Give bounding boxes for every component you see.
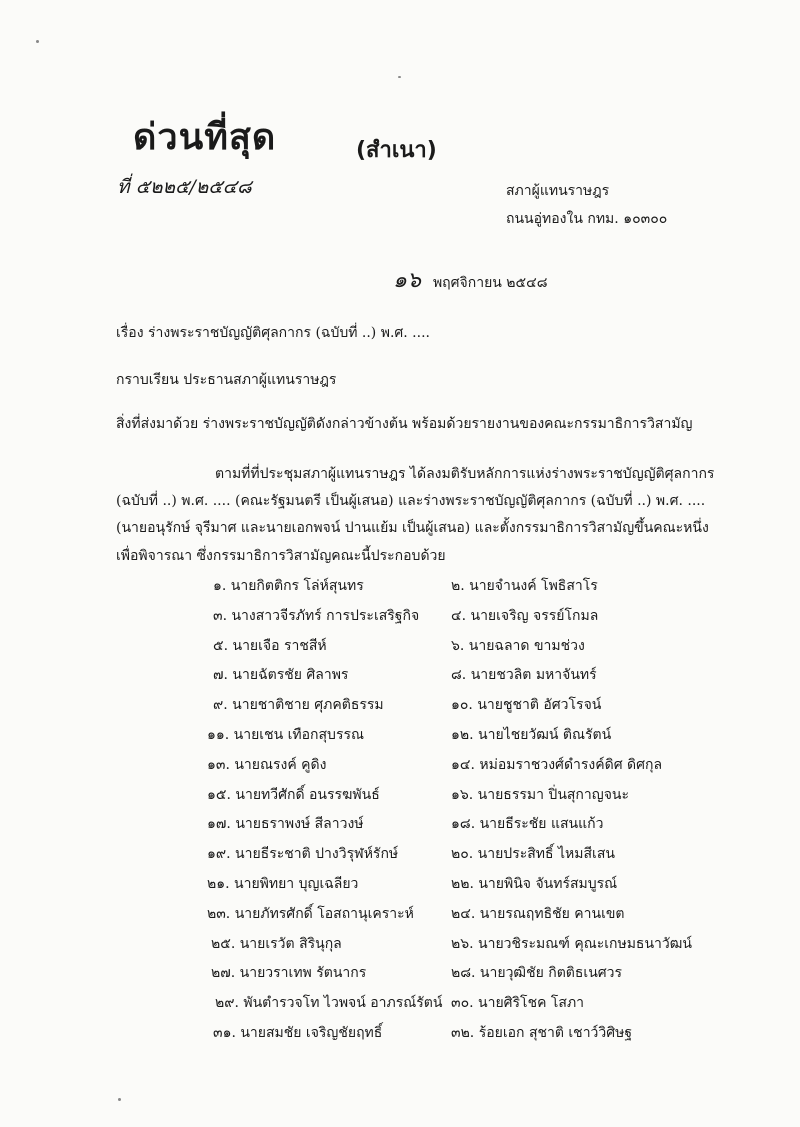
committee-member: ๑๕. นายทวีศักดิ์ อนรรฆพันธ์ <box>207 787 380 803</box>
committee-member: ๒๗. นายวราเทพ รัตนากร <box>211 965 367 981</box>
committee-member: ๒๒. นายพินิจ จันทร์สมบูรณ์ <box>451 876 618 892</box>
committee-member: ๑๔. หม่อมราชวงศ์ดำรงค์ดิศ ดิศกุล <box>451 757 663 773</box>
document-number: ที่ ๕๒๒๕/๒๕๔๘ <box>117 176 252 198</box>
sender-address: ถนนอู่ทองใน กทม. ๑๐๓๐๐ <box>506 211 668 227</box>
committee-member: ๒๔. นายรณฤทธิชัย คานเขต <box>451 906 625 922</box>
committee-member: ๑๓. นายณรงค์ คูดิง <box>207 757 327 773</box>
date-month-year: พฤศจิกายน ๒๕๔๘ <box>432 275 548 291</box>
salutation-line: กราบเรียน ประธานสภาผู้แทนราษฎร <box>116 372 337 388</box>
committee-member: ๑๗. นายธราพงษ์ สีลาวงษ์ <box>207 816 364 832</box>
committee-member: ๗. นายฉัตรชัย ศิลาพร <box>213 667 349 683</box>
committee-member: ๕. นายเจือ ราชสีห์ <box>213 638 327 654</box>
body-paragraph-line: เพื่อพิจารณา ซึ่งกรรมาธิการวิสามัญคณะนี้ประกอบด้วย <box>116 548 446 564</box>
committee-member: ๑๙. นายธีระชาติ ปางวิรุฬห์รักษ์ <box>207 846 399 862</box>
committee-member: ๑๐. นายชูชาติ อัศวโรจน์ <box>451 697 602 713</box>
committee-member: ๑๑. นายเชน เทือกสุบรรณ <box>207 727 364 743</box>
committee-member: ๒๐. นายประสิทธิ์ ไหมสีเสน <box>451 846 615 862</box>
committee-member: ๒๖. นายวชิระมณฑ์ คุณะเกษมธนาวัฒน์ <box>451 936 692 952</box>
body-paragraph-line: ตามที่ที่ประชุมสภาผู้แทนราษฎร ได้ลงมติรับหลักการแห่งร่างพระราชบัญญัติศุลกากร <box>215 466 715 482</box>
committee-member: ๓. นางสาวจีรภัทร์ การประเสริฐกิจ <box>213 608 420 624</box>
urgency-heading: ด่วนที่สุด <box>133 117 277 158</box>
committee-member: ๘. นายชวลิต มหาจันทร์ <box>451 667 597 683</box>
committee-member: ๓๒. ร้อยเอก สุชาติ เชาว์วิศิษฐ <box>451 1025 633 1041</box>
committee-member: ๒๘. นายวุฒิชัย กิตติธเนศวร <box>451 965 623 981</box>
document-date <box>393 262 548 297</box>
committee-member: ๙. นายชาติชาย ศุภคติธรรม <box>213 697 384 713</box>
committee-member: ๒๙. พันตำรวจโท ไวพจน์ อาภรณ์รัตน์ <box>215 995 443 1011</box>
committee-member: ๒. นายจำนงค์ โพธิสาโร <box>451 578 598 594</box>
committee-member: ๓๐. นายศิริโชค โสภา <box>451 995 585 1011</box>
committee-member: ๑. นายกิตติกร โล่ห์สุนทร <box>213 578 364 594</box>
committee-member: ๑๖. นายธรรมา ปิ่นสุกาญจนะ <box>451 787 629 803</box>
committee-member: ๑๘. นายธีระชัย แสนแก้ว <box>451 816 604 832</box>
committee-member: ๖. นายฉลาด ขามช่วง <box>451 638 585 654</box>
enclosure-line: สิ่งที่ส่งมาด้วย ร่างพระราชบัญญัติดังกล่าวข้างต้น พร้อมด้วยรายงานของคณะกรรมาธิการวิสามัญ <box>116 416 693 432</box>
committee-member: ๑๒. นายไชยวัฒน์ ติณรัตน์ <box>451 727 612 743</box>
subject-line: เรื่อง ร่างพระราชบัญญัติศุลกากร (ฉบับที่ ..) พ.ศ. .... <box>116 325 430 341</box>
committee-member: ๒๑. นายพิทยา บุญเฉลียว <box>207 876 359 892</box>
scan-speck <box>36 40 39 43</box>
committee-member: ๒๕. นายเรวัต สิรินุกุล <box>211 936 342 952</box>
committee-member: ๔. นายเจริญ จรรย์โกมล <box>451 608 599 624</box>
sender-org: สภาผู้แทนราษฎร <box>506 183 610 199</box>
copy-mark: (สำเนา) <box>356 138 437 163</box>
date-day: ๑๖ <box>393 268 421 293</box>
committee-member: ๓๑. นายสมชัย เจริญชัยฤทธิ์ <box>213 1025 383 1041</box>
scan-speck <box>398 76 401 78</box>
body-paragraph-line: (นายอนุรักษ์ จุรีมาศ และนายเอกพจน์ ปานแย้ม เป็นผู้เสนอ) และตั้งกรรมาธิการวิสามัญขึ้นคณะหนึ่ง <box>116 520 709 536</box>
body-paragraph-line: (ฉบับที่ ..) พ.ศ. .... (คณะรัฐมนตรี เป็นผู้เสนอ) และร่างพระราชบัญญัติศุลกากร (ฉบับที่ ..) พ.ศ. .... <box>116 493 706 509</box>
committee-member: ๒๓. นายภัทรศักดิ์ โอสถานุเคราะห์ <box>207 906 414 922</box>
scan-speck <box>118 1098 121 1101</box>
